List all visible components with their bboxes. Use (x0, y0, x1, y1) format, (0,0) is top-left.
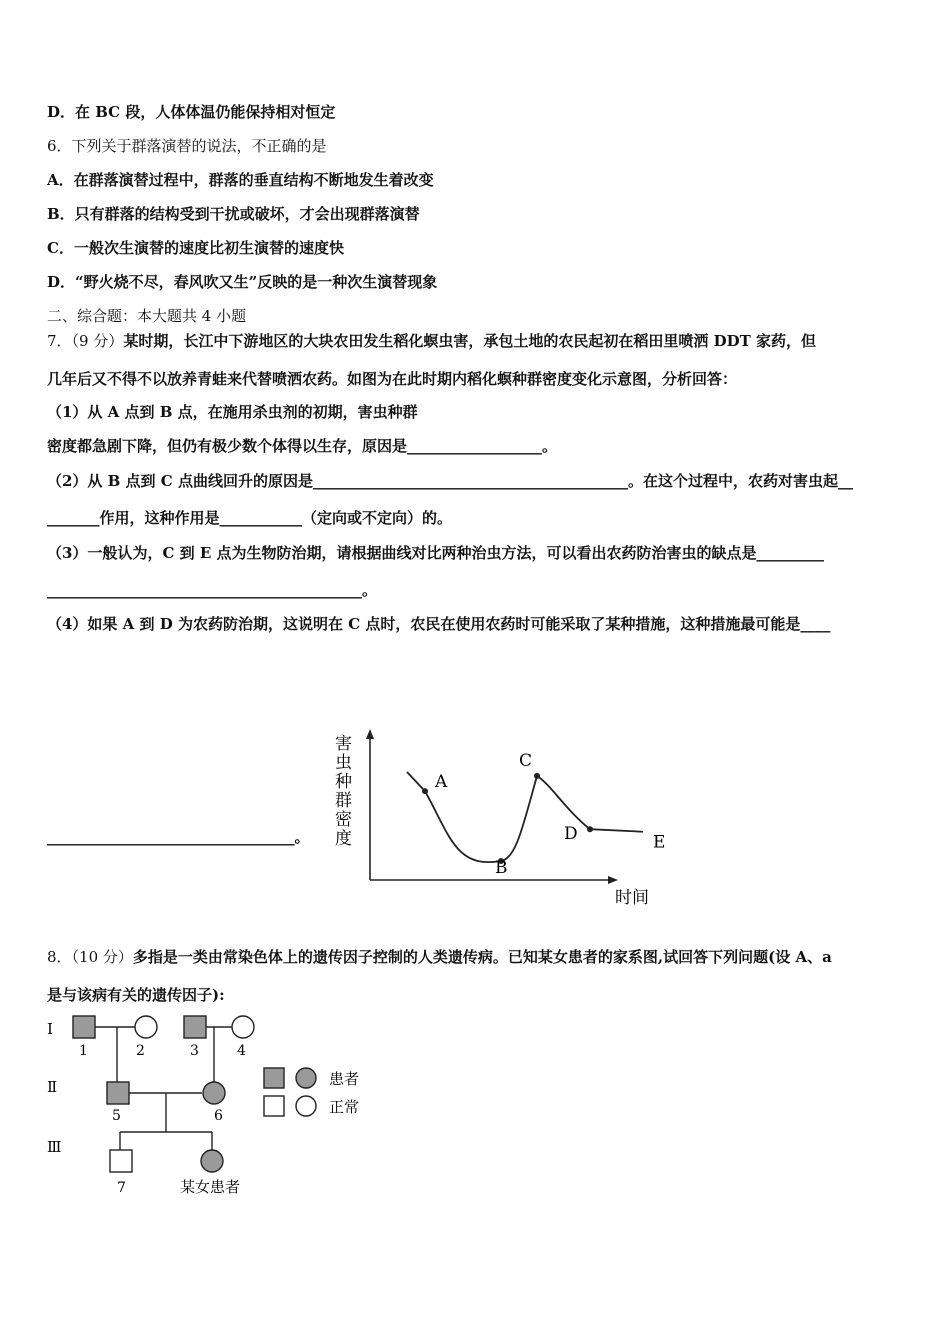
ylabel-char: 度 (335, 829, 352, 849)
q7-part3-line2: __________________________________________。 (47, 581, 378, 599)
q6-option-b: B．只有群落的结构受到干扰或破坏，才会出现群落演替 (47, 205, 420, 223)
individual-number: 6 (214, 1108, 223, 1124)
legend-affected-square (264, 1068, 284, 1088)
individual-7-normal-male (110, 1150, 132, 1172)
individual-1-affected-male (73, 1016, 95, 1038)
individual-5-affected-male (107, 1082, 129, 1104)
individual-number: 5 (112, 1108, 121, 1124)
q8-stem-line2: 是与该病有关的遗传因子): (47, 986, 225, 1004)
point-a-marker (422, 788, 428, 794)
individual-number: 2 (136, 1043, 145, 1059)
q7-stem-line2: 几年后又不得不以放养青蛙来代替喷洒农药。如图为在此时期内稻化螟种群密度变化示意图，分析回答： (47, 370, 738, 388)
individual-number: 3 (190, 1043, 199, 1059)
chart-ylabel (335, 734, 352, 849)
q7-number: 7．（9 分） (47, 332, 124, 350)
q6-stem: 6．下列关于群落演替的说法，不正确的是 (47, 137, 327, 155)
legend-normal-label: 正常 (329, 1098, 360, 1116)
point-c-marker (534, 773, 540, 779)
individual-number: 1 (79, 1043, 88, 1059)
chart-marks (407, 751, 665, 878)
individual-number: 7 (117, 1180, 126, 1196)
q8-stem-text: 多指是一类由常染色体上的遗传因子控制的人类遗传病。已知某女患者的家系图,试回答下列问题(设 A、a (132, 948, 832, 966)
point-b-label: B (495, 857, 508, 878)
individual-6-affected-female (203, 1082, 225, 1104)
proband-label: 某女患者 (180, 1178, 241, 1196)
q8-stem-line1 (47, 948, 832, 966)
q6-option-d: D．“野火烧不尽，春风吹又生”反映的是一种次生演替现象 (47, 273, 438, 291)
x-axis-arrow (608, 876, 618, 884)
q7-part2-line2: _______作用，这种作用是___________（定向或不定向）的。 (47, 509, 453, 527)
individual-2-normal-female (135, 1016, 157, 1038)
ylabel-char: 群 (335, 791, 352, 811)
ylabel-char: 害 (335, 734, 352, 754)
individual-number: 4 (237, 1043, 246, 1059)
individual-3-affected-male (184, 1016, 206, 1038)
x-axis-label: 时间 (615, 888, 649, 908)
q7-part4-line2: _________________________________。 (47, 828, 310, 846)
q7-part3-line1: （3）一般认为，C 到 E 点为生物防治期，请根据曲线对比两种治虫方法，可以看出农药防治害虫的缺点是_________ (47, 544, 824, 562)
point-c-label: C (519, 750, 533, 771)
ylabel-char: 虫 (335, 753, 352, 773)
section-title: 二、综合题：本大题共 4 小题 (47, 307, 247, 325)
legend-normal-circle (296, 1096, 316, 1116)
legend-affected-circle (296, 1068, 316, 1088)
q6-option-a: A．在群落演替过程中，群落的垂直结构不断地发生着改变 (47, 171, 434, 189)
q7-part1-line1: （1）从 A 点到 B 点，在施用杀虫剂的初期，害虫种群 (47, 403, 418, 421)
q7-stem-text: 某时期，长江中下游地区的大块农田发生稻化螟虫害，承包土地的农民起初在稻田里喷洒 DDT 家药，但 (123, 332, 816, 350)
individual-4-normal-female (232, 1016, 254, 1038)
point-a-label: A (435, 772, 448, 793)
q7-part4-line1: （4）如果 A 到 D 为农药防治期，这说明在 C 点时，农民在使用农药时可能采取了某种措施，这种措施最可能是____ (47, 615, 831, 633)
q7-part1-line2: 密度都急剧下降，但仍有极少数个体得以生存，原因是__________________。 (47, 437, 558, 455)
q7-part2-line1: （2）从 B 点到 C 点曲线回升的原因是__________________________________________。在这个过程中，农药对害虫起__ (47, 472, 853, 490)
generation-label: Ⅰ (47, 1020, 53, 1038)
generation-label: Ⅱ (47, 1078, 58, 1096)
ylabel-char: 种 (335, 772, 352, 792)
q6-option-c: C．一般次生演替的速度比初生演替的速度快 (47, 239, 344, 257)
q5-option-d: D．在 BC 段，人体体温仍能保持相对恒定 (47, 103, 336, 121)
point-e-label: E (653, 832, 666, 853)
legend-affected-label: 患者 (329, 1070, 360, 1088)
generation-label: Ⅲ (47, 1138, 62, 1156)
ylabel-char: 密 (335, 810, 352, 830)
legend-normal-square (264, 1096, 284, 1116)
point-d-marker (587, 826, 593, 832)
q7-stem-line1 (47, 332, 816, 350)
q8-number: 8．（10 分） (47, 948, 133, 966)
pest-density-chart (325, 725, 670, 910)
proband-affected-female (201, 1150, 223, 1172)
point-d-label: D (564, 824, 578, 845)
y-axis-arrow (366, 729, 374, 739)
pedigree-chart (44, 1012, 374, 1197)
